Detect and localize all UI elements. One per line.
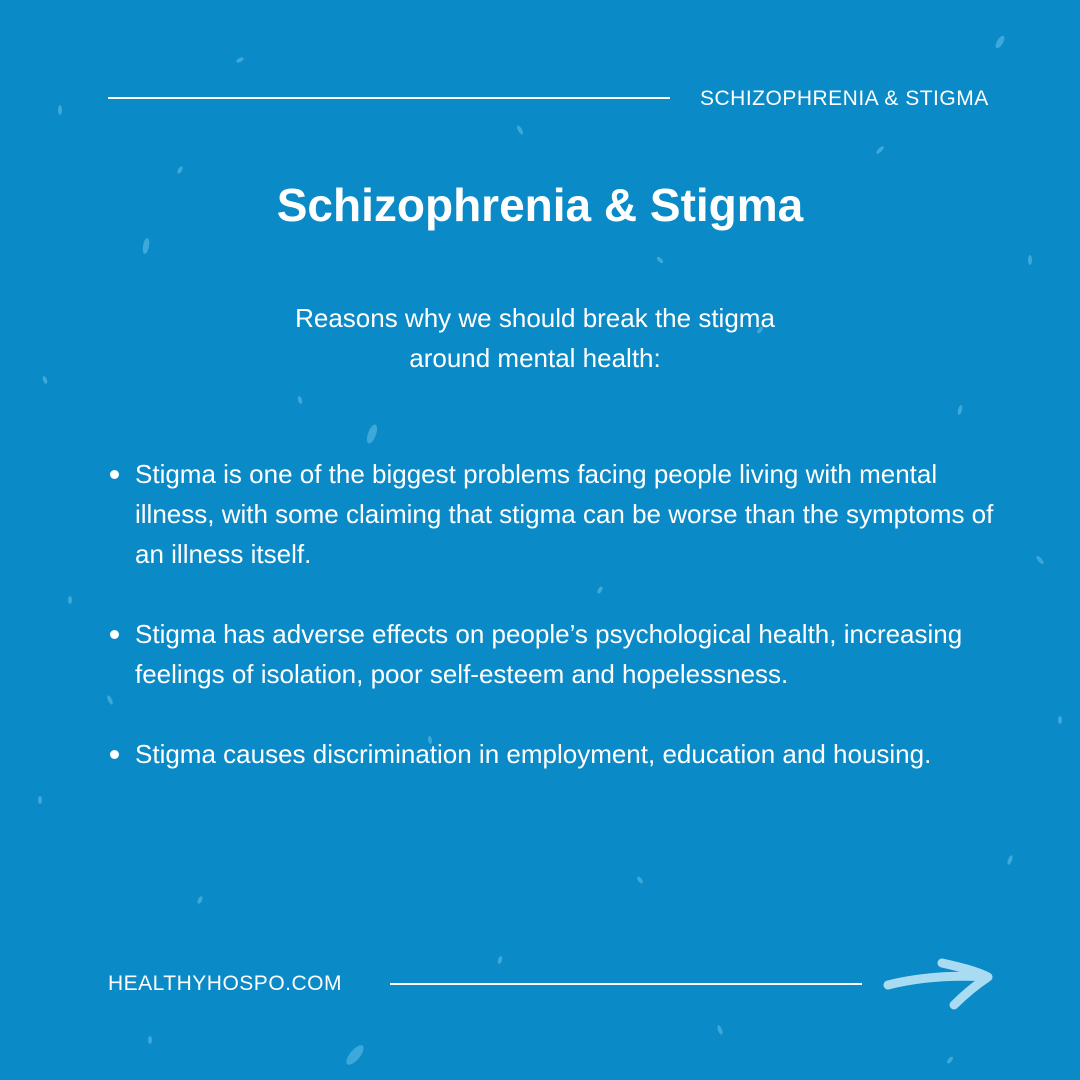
header-divider (108, 97, 670, 99)
website-link[interactable]: HEALTHYHOSPO.COM (108, 972, 342, 995)
page-title: Schizophrenia & Stigma (276, 179, 804, 231)
list-item (108, 734, 1008, 774)
reasons-list (108, 454, 1008, 814)
arrow-right-icon[interactable] (880, 955, 1000, 1011)
list-item-text: Stigma causes discrimination in employment, education and housing. (135, 739, 932, 769)
bullet-icon (110, 750, 119, 759)
list-item-text: Stigma has adverse effects on people’s psychological health, increasing feelings of isolation, poor self-esteem and hopelessness. (135, 619, 963, 689)
subtitle-line-2: around mental health: (409, 343, 661, 373)
subtitle (200, 298, 870, 378)
footer-divider (390, 983, 862, 985)
subtitle-line-1: Reasons why we should break the stigma (295, 303, 775, 333)
list-item (108, 454, 1008, 574)
list-item (108, 614, 1008, 694)
bullet-icon (110, 470, 119, 479)
list-item-text: Stigma is one of the biggest problems facing people living with mental illness, with some claiming that stigma can be worse than the symptoms of an illness itself. (135, 459, 994, 569)
bullet-icon (110, 630, 119, 639)
section-label: SCHIZOPHRENIA & STIGMA (700, 87, 989, 110)
